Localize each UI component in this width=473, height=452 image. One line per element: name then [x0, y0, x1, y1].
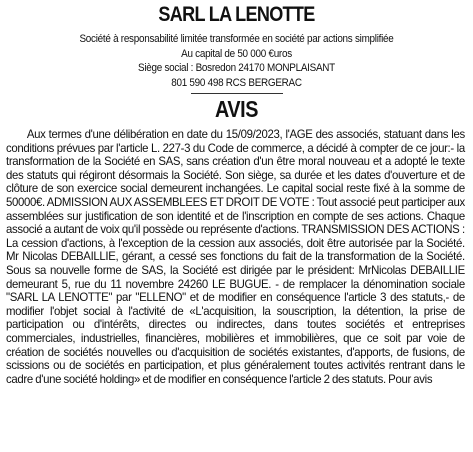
company-name: SARL LA LENOTTE: [158, 3, 315, 26]
company-registration: 801 590 498 RCS BERGERAC: [171, 76, 302, 89]
company-capital: Au capital de 50 000 €uros: [181, 47, 292, 60]
notice-title: AVIS: [215, 96, 258, 122]
divider: [191, 93, 283, 94]
company-info: [6, 32, 467, 90]
company-head-office: Siège social : Bosredon 24170 MONPLAISANT: [138, 62, 335, 74]
company-legal-form: Société à responsabilité limitée transformée en société par actions simplifiée: [79, 33, 394, 45]
notice-body: Aux termes d'une délibération en date du 15/09/2023, l'AGE des associés, statuant dans les conditions prévues par l'article L. 227-3 du Code de commerce, a décidé à compter de ce jour:- la transformation de la Société en SAS, sans création d'un être moral nouveau et a adopté le texte des statuts qui régiront désormais la Société. Son siège, sa durée et les dates d'ouverture et de clôture de son exercice social demeurent inchangées. Le capital social reste fixé à la somme de 50000€. ADMISSION AUX ASSEMBLEES ET DROIT DE VOTE : Tout associé peut participer aux assemblées sur justification de son identité et de l'inscription en compte de ses actions. Chaque associé a autant de voix qu'il possède ou représente d'actions. TRANSMISSION DES ACTIONS : La cession d'actions, à l'exception de la cession aux associés, doit être autorisée par la Société. Mr Nicolas DEBAILLIE, gérant, a cessé ses fonctions du fait de la transformation de la Société. Sous sa nouvelle forme de SAS, la Société est dirigée par le président: MrNicolas DEBAILLIE demeurant 5, rue du 11 novembre 24260 LE BUGUE. - de remplacer la dénomination sociale "SARL LA LENOTTE" par "ELLENO" et de modifier en conséquence l'article 3 des statuts,- de modifier l'objet social à l'activité de «L'acquisition, la souscription, la détention, la prise de participation ou d'intérêts, directes ou indirectes, dans toutes sociétés et entreprises commerciales, industrielles, financières, mobilières et immobilières, que ce soit par voie de création de sociétés nouvelles ou d'acquisition de sociétés existantes, d'apports, de fusions, de scissions ou de sociétés en participation, et plus généralement toutes activités rentrant dans le cadre d'une société holding» et de modifier en conséquence l'article 2 des statuts. Pour avis: [6, 127, 465, 386]
